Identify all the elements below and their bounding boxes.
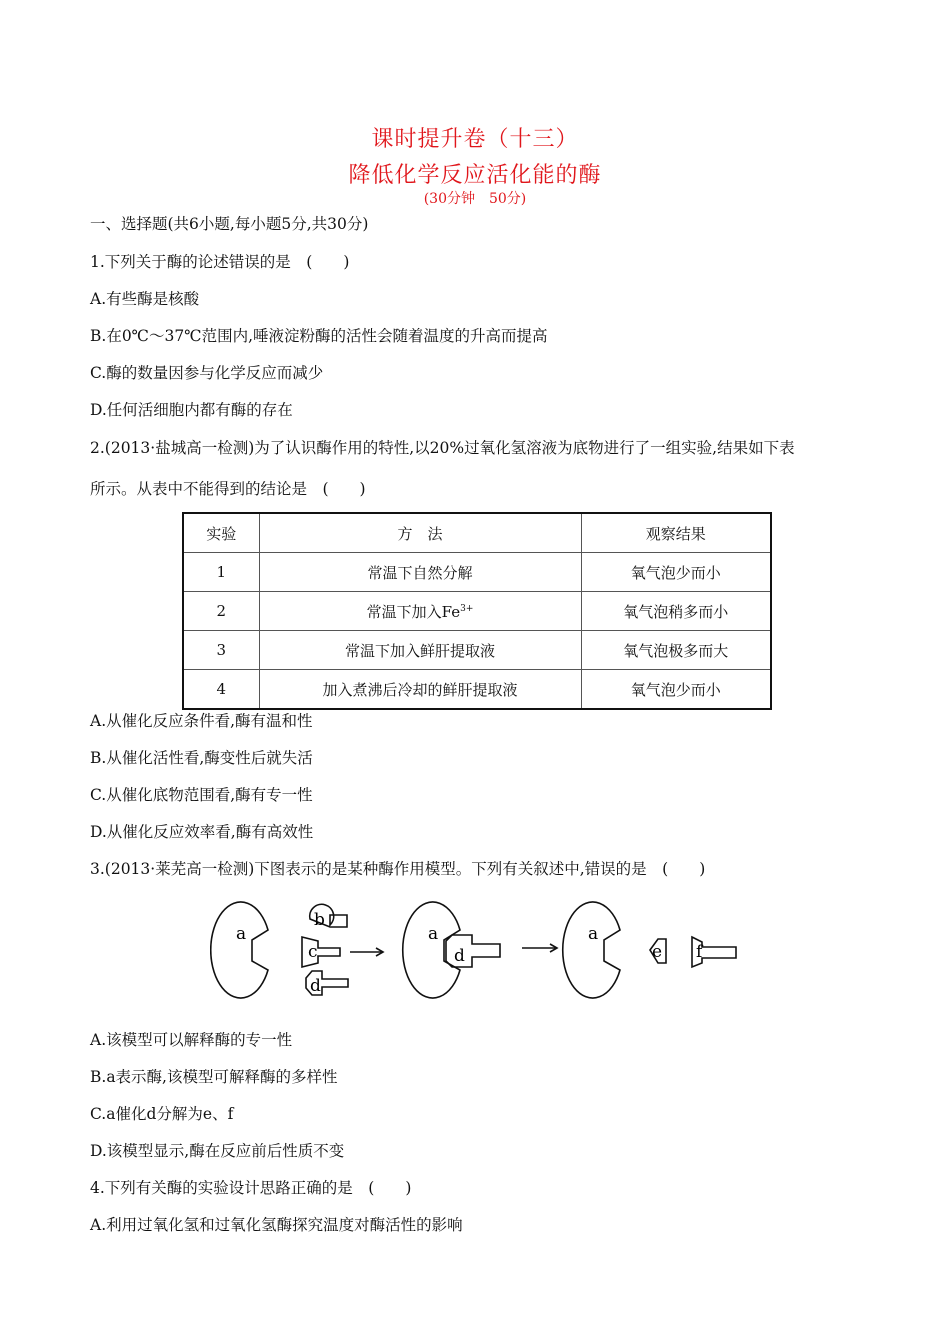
table-header: 方 法 bbox=[259, 513, 581, 553]
enzyme-a-bound-shape bbox=[403, 902, 460, 998]
q1-option-b: B.在0℃～37℃范围内,唾液淀粉酶的活性会随着温度的升高而提高 bbox=[90, 327, 548, 345]
table-row bbox=[183, 631, 771, 670]
section-heading: 一、选择题(共6小题,每小题5分,共30分) bbox=[90, 215, 369, 233]
experiment-table bbox=[182, 512, 772, 710]
q3-option-c: C.a催化d分解为e、f bbox=[90, 1105, 234, 1123]
table-cell: 2 bbox=[183, 592, 259, 631]
label-c: c bbox=[308, 942, 318, 962]
q2-option-c: C.从催化底物范围看,酶有专一性 bbox=[90, 786, 313, 804]
table-row bbox=[183, 553, 771, 592]
label-d-2: d bbox=[454, 946, 465, 966]
label-f: f bbox=[696, 942, 703, 962]
table-cell bbox=[259, 592, 581, 631]
q1-option-c: C.酶的数量因参与化学反应而减少 bbox=[90, 364, 324, 382]
page-title: 课时提升卷（十三） bbox=[371, 127, 579, 152]
q1-stem: 1.下列关于酶的论述错误的是 ( ) bbox=[90, 253, 350, 271]
q2-option-d: D.从催化反应效率看,酶有高效性 bbox=[90, 823, 314, 841]
table-cell: 常温下加入鲜肝提取液 bbox=[259, 631, 581, 670]
q4-stem: 4.下列有关酶的实验设计思路正确的是 ( ) bbox=[90, 1179, 412, 1197]
table-cell-text: 常温下加入Fe bbox=[366, 602, 461, 621]
q2-stem-line2: 所示。从表中不能得到的结论是 ( ) bbox=[90, 480, 366, 498]
table-header: 实验 bbox=[183, 513, 259, 553]
q4-option-a: A.利用过氧化氢和过氧化氢酶探究温度对酶活性的影响 bbox=[90, 1216, 463, 1234]
enzyme-a-shape bbox=[211, 902, 268, 998]
time-score: (30分钟 50分) bbox=[423, 191, 527, 207]
table-cell: 氧气泡少而小 bbox=[581, 553, 771, 592]
label-b: b bbox=[314, 910, 325, 930]
table-cell: 4 bbox=[183, 670, 259, 710]
table-header-row bbox=[183, 513, 771, 553]
table-header: 观察结果 bbox=[581, 513, 771, 553]
q1-option-a: A.有些酶是核酸 bbox=[90, 290, 200, 308]
label-a-3: a bbox=[588, 924, 599, 944]
q2-option-a: A.从催化反应条件看,酶有温和性 bbox=[90, 712, 313, 730]
table-cell: 加入煮沸后冷却的鲜肝提取液 bbox=[259, 670, 581, 710]
label-a: a bbox=[236, 924, 247, 944]
q3-option-b: B.a表示酶,该模型可解释酶的多样性 bbox=[90, 1068, 338, 1086]
q2-stem-line1: 2.(2013·盐城高一检测)为了认识酶作用的特性,以20%过氧化氢溶液为底物进行了一组实验,结果如下表 bbox=[90, 439, 795, 457]
table-cell: 1 bbox=[183, 553, 259, 592]
table-cell: 氧气泡极多而大 bbox=[581, 631, 771, 670]
q3-option-a: A.该模型可以解释酶的专一性 bbox=[90, 1031, 293, 1049]
table-cell: 3 bbox=[183, 631, 259, 670]
table-cell: 氧气泡稍多而小 bbox=[581, 592, 771, 631]
enzyme-model-figure bbox=[210, 895, 750, 1005]
q3-option-d: D.该模型显示,酶在反应前后性质不变 bbox=[90, 1142, 345, 1160]
table-row bbox=[183, 670, 771, 710]
table-cell: 常温下自然分解 bbox=[259, 553, 581, 592]
enzyme-a-released-shape bbox=[563, 902, 620, 998]
page-subtitle: 降低化学反应活化能的酶 bbox=[348, 163, 602, 188]
q1-option-d: D.任何活细胞内都有酶的存在 bbox=[90, 401, 293, 419]
table-row bbox=[183, 592, 771, 631]
q3-stem: 3.(2013·莱芜高一检测)下图表示的是某种酶作用模型。下列有关叙述中,错误的是 ( ) bbox=[90, 860, 706, 878]
label-d: d bbox=[310, 976, 321, 996]
label-e: e bbox=[652, 942, 663, 962]
label-a-2: a bbox=[428, 924, 439, 944]
q2-option-b: B.从催化活性看,酶变性后就失活 bbox=[90, 749, 313, 767]
table-cell: 氧气泡少而小 bbox=[581, 670, 771, 710]
superscript: 3+ bbox=[460, 603, 474, 614]
